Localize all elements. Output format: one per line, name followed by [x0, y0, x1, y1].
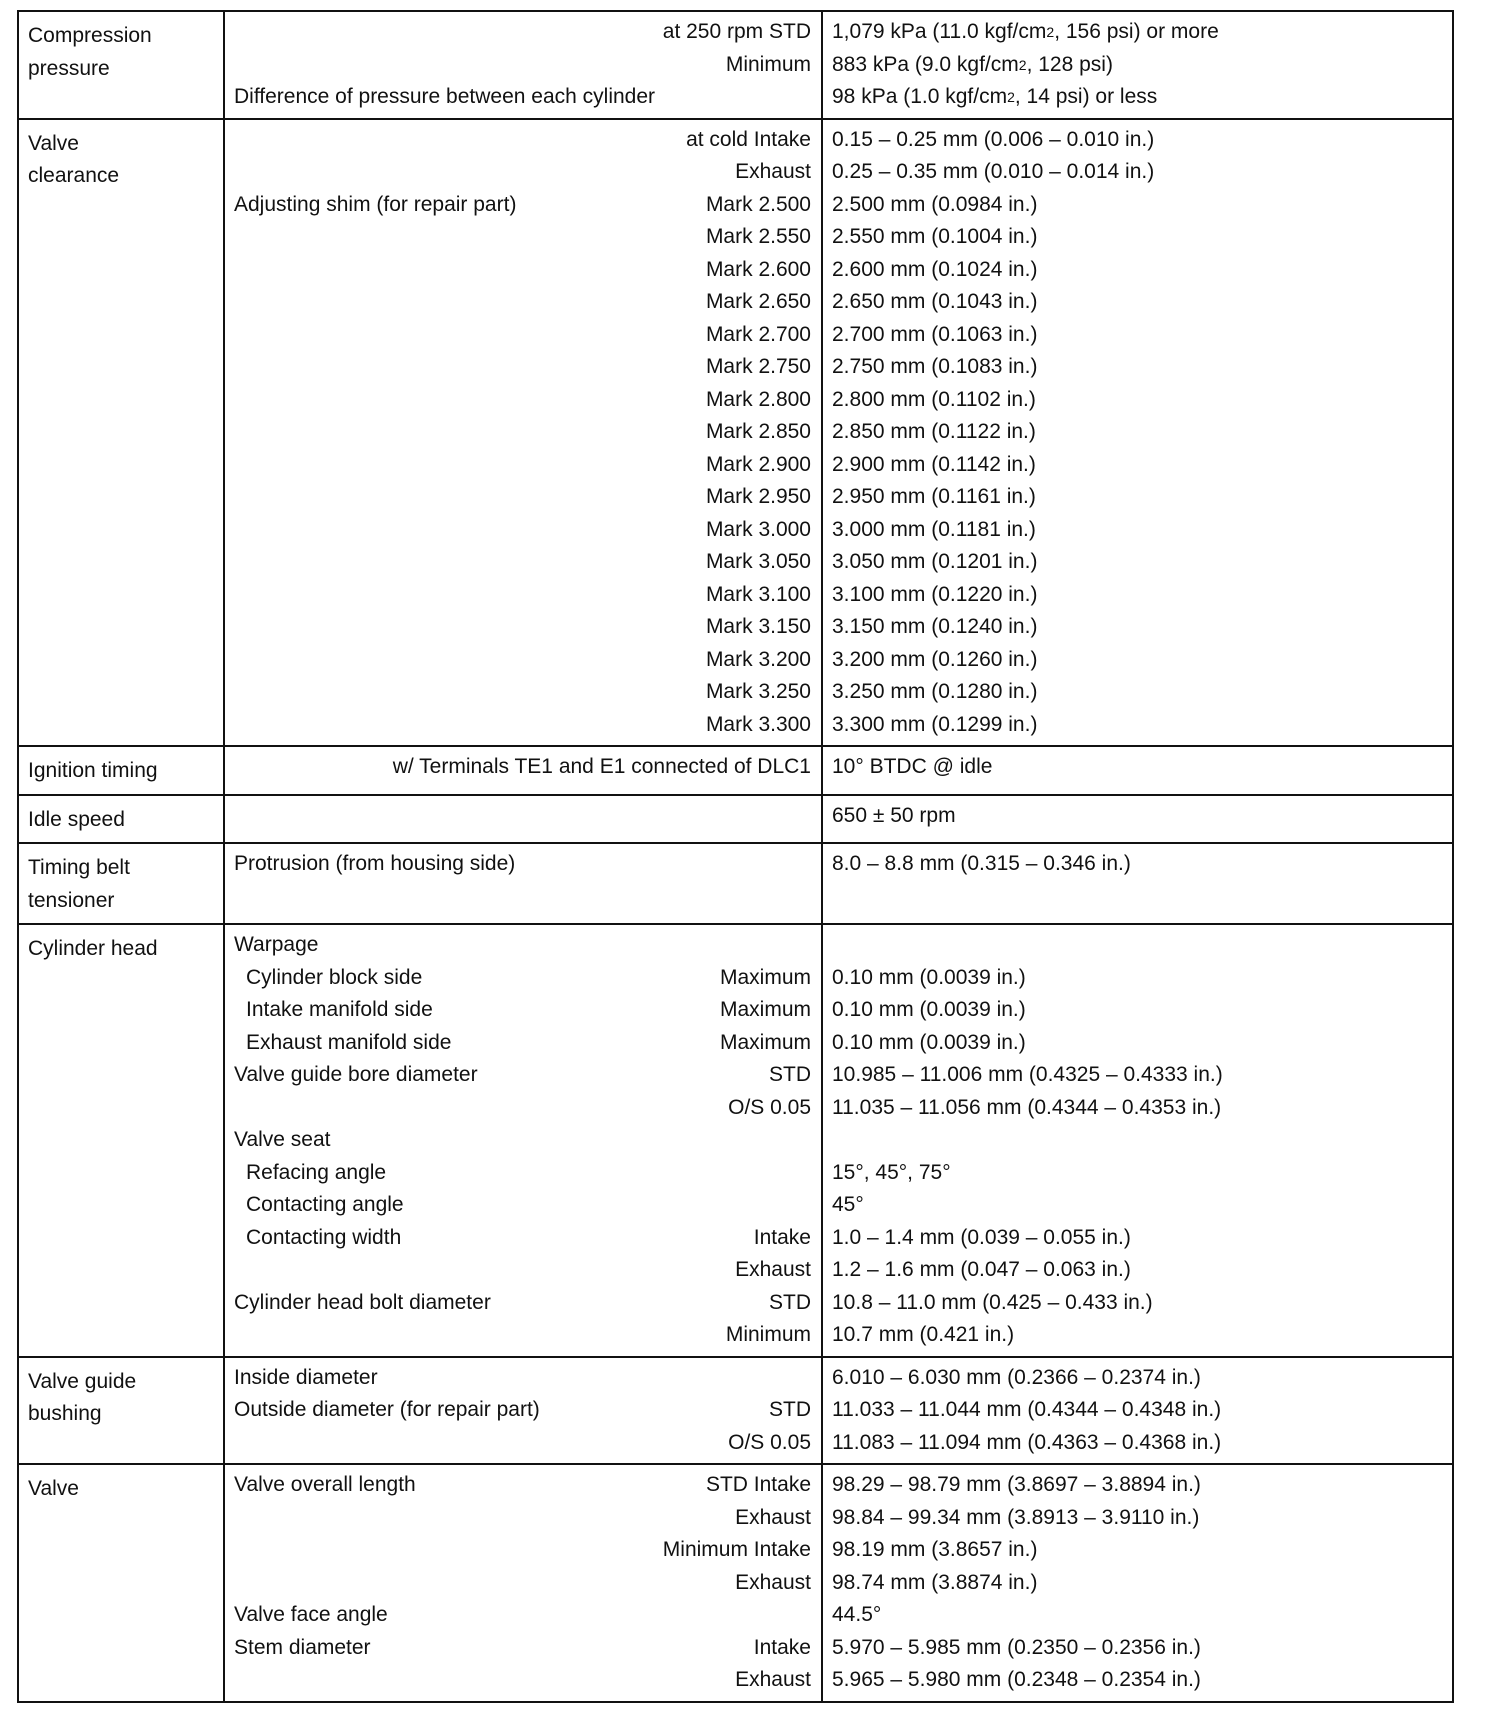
item-line: [225, 644, 821, 677]
value-line: [823, 676, 1452, 709]
item-cell: [224, 119, 822, 747]
value-line: [823, 1632, 1452, 1665]
item-label: Protrusion (from housing side): [234, 852, 516, 875]
item-qualifier: Mark 2.600: [705, 257, 811, 281]
category-cell: [18, 1357, 224, 1465]
value-cell: [822, 11, 1453, 119]
item-qualifier: Minimum: [725, 52, 811, 76]
item-line: [225, 848, 821, 881]
value-text: 0.10 mm (0.0039 in.): [832, 998, 1026, 1021]
value-cell: [822, 795, 1453, 844]
value-text: 3.100 mm (0.1220 in.): [832, 582, 1038, 606]
item-qualifier: Intake: [753, 1225, 811, 1249]
value-cell: [822, 119, 1453, 747]
category-cell: [18, 746, 224, 795]
value-text: 2.650 mm (0.1043 in.): [832, 290, 1038, 313]
item-qualifier: STD: [769, 1398, 811, 1421]
item-line: [225, 189, 821, 222]
value-line: [823, 1362, 1452, 1395]
value-text: 2.850 mm (0.1122 in.): [832, 420, 1036, 443]
item-label: Inside diameter: [234, 1365, 378, 1389]
spec-row: [18, 746, 1453, 795]
value-line: [823, 221, 1452, 254]
value-cell: [822, 924, 1453, 1357]
value-line: [823, 1394, 1452, 1427]
value-text: 2.900 mm (0.1142 in.): [832, 452, 1036, 476]
item-line: [225, 800, 821, 833]
item-line: [225, 1092, 821, 1125]
value-line: [823, 1027, 1452, 1060]
item-label: Intake manifold side: [246, 998, 433, 1021]
value-line: [823, 254, 1452, 287]
value-line: [823, 1427, 1452, 1460]
value-text: 3.150 mm (0.1240 in.): [832, 615, 1038, 638]
value-line: [823, 1092, 1452, 1125]
category-text: tensioner: [28, 888, 115, 912]
value-line: [823, 384, 1452, 417]
category-cell: [18, 924, 224, 1357]
category-cell: [18, 795, 224, 844]
item-label: Contacting angle: [246, 1193, 404, 1216]
spec-row: [18, 11, 1453, 119]
item-line: [225, 416, 821, 449]
category-label: [19, 796, 223, 843]
value-text: 10.985 – 11.006 mm (0.4325 – 0.4333 in.): [832, 1063, 1223, 1086]
value-cell: [822, 746, 1453, 795]
value-text: 15°, 45°, 75°: [832, 1160, 951, 1184]
item-qualifier: Mark 2.800: [705, 387, 811, 411]
item-label: Exhaust manifold side: [246, 1030, 452, 1054]
value-line: [823, 449, 1452, 482]
item-line: [225, 1157, 821, 1190]
value-text: 0.15 – 0.25 mm (0.006 – 0.010 in.): [832, 127, 1155, 151]
spec-row: [18, 795, 1453, 844]
category-cell: [18, 843, 224, 924]
value-line: [823, 1189, 1452, 1222]
item-qualifier: Exhaust: [735, 1570, 811, 1594]
value-text: 5.965 – 5.980 mm (0.2348 – 0.2354 in.): [832, 1668, 1201, 1691]
category-cell: [18, 1464, 224, 1702]
item-qualifier: w/ Terminals TE1 and E1 connected of DLC1: [392, 755, 811, 778]
value-text: 5.970 – 5.985 mm (0.2350 – 0.2356 in.): [832, 1635, 1201, 1659]
value-text: 0.10 mm (0.0039 in.): [832, 965, 1026, 989]
item-line: [225, 709, 821, 742]
value-text: 98.29 – 98.79 mm (3.8697 – 3.8894 in.): [832, 1473, 1201, 1496]
item-label: Stem diameter: [234, 1635, 371, 1659]
value-text: 10.7 mm (0.421 in.): [832, 1323, 1015, 1346]
value-text: 44.5°: [832, 1603, 882, 1626]
value-text: 98.74 mm (3.8874 in.): [832, 1570, 1038, 1594]
item-qualifier: Mark 3.100: [705, 582, 811, 606]
value-line: [823, 848, 1452, 881]
value-line: [823, 579, 1452, 612]
value-line: [823, 1534, 1452, 1567]
item-label: Contacting width: [246, 1225, 402, 1249]
value-line: [823, 1222, 1452, 1255]
category-label: [19, 1465, 223, 1512]
value-text: 3.300 mm (0.1299 in.): [832, 712, 1038, 736]
value-line: [823, 124, 1452, 157]
item-line: [225, 449, 821, 482]
item-qualifier: Maximum: [719, 1030, 811, 1054]
value-line: [823, 1157, 1452, 1190]
item-cell: [224, 746, 822, 795]
item-qualifier: Mark 2.500: [705, 192, 811, 216]
item-line: [225, 1632, 821, 1665]
value-text: , 156 psi) or more: [1054, 20, 1219, 43]
category-label: [19, 747, 223, 794]
value-text: 2.700 mm (0.1063 in.): [832, 322, 1038, 346]
item-line: [225, 1534, 821, 1567]
item-line: [225, 124, 821, 157]
value-line: [823, 319, 1452, 352]
value-line: [823, 1502, 1452, 1535]
category-label: [19, 925, 223, 972]
item-line: [225, 546, 821, 579]
spec-row: [18, 924, 1453, 1357]
item-qualifier: Mark 3.200: [705, 647, 811, 671]
value-line: [823, 929, 1452, 962]
item-line: [225, 1287, 821, 1320]
item-line: [225, 1124, 821, 1157]
item-line: [225, 1502, 821, 1535]
value-line: [823, 1059, 1452, 1092]
value-text: 10° BTDC @ idle: [832, 755, 993, 778]
item-qualifier: Minimum: [725, 1323, 811, 1346]
item-line: [225, 1222, 821, 1255]
value-text: 98.19 mm (3.8657 in.): [832, 1538, 1038, 1561]
item-line: [225, 384, 821, 417]
item-qualifier: STD: [769, 1063, 811, 1086]
item-line: [225, 1027, 821, 1060]
value-line: [823, 1567, 1452, 1600]
value-line: 883 kPa (9.0 kgf/cm $^2$ , 128 psi): [823, 49, 1452, 82]
value-text: 2.800 mm (0.1102 in.): [832, 387, 1036, 411]
item-qualifier: Exhaust: [735, 1505, 811, 1529]
value-text: 11.083 – 11.094 mm (0.4363 – 0.4368 in.): [832, 1430, 1222, 1454]
value-line: [823, 751, 1452, 784]
value-text: 2.500 mm (0.0984 in.): [832, 192, 1038, 216]
value-line: [823, 994, 1452, 1027]
item-qualifier: Mark 2.550: [705, 225, 811, 248]
item-line: [225, 1189, 821, 1222]
item-qualifier: Mark 3.150: [705, 615, 811, 638]
value-text: 2.600 mm (0.1024 in.): [832, 257, 1038, 281]
category-text: Idle speed: [28, 807, 125, 831]
item-line: [225, 1469, 821, 1502]
item-label: Cylinder head bolt diameter: [234, 1290, 491, 1314]
value-line: [823, 286, 1452, 319]
item-line: [225, 1319, 821, 1352]
value-text: , 128 psi): [1026, 52, 1113, 76]
item-qualifier: Maximum: [719, 998, 811, 1021]
value-cell: [822, 1464, 1453, 1702]
category-label: [19, 1358, 223, 1437]
item-qualifier: O/S 0.05: [728, 1095, 811, 1119]
item-line: [225, 156, 821, 189]
item-qualifier: Mark 2.650: [705, 290, 811, 313]
value-cell: [822, 1357, 1453, 1465]
value-line: [823, 514, 1452, 547]
item-line: [225, 1362, 821, 1395]
value-line: [823, 1664, 1452, 1697]
item-line: [225, 676, 821, 709]
value-line: [823, 481, 1452, 514]
item-cell: [224, 11, 822, 119]
spec-row: [18, 1357, 1453, 1465]
item-cell: [224, 795, 822, 844]
value-line: [823, 1254, 1452, 1287]
category-text: Valve: [28, 1477, 79, 1500]
category-label: [19, 120, 223, 199]
category-text: Timing belt: [28, 856, 130, 879]
item-label: Valve face angle: [234, 1603, 388, 1626]
value-text: 3.250 mm (0.1280 in.): [832, 680, 1038, 703]
item-label: Cylinder block side: [246, 965, 423, 989]
item-qualifier: STD Intake: [705, 1473, 811, 1496]
item-line: [225, 1254, 821, 1287]
item-label: Adjusting shim (for repair part): [234, 192, 517, 216]
item-qualifier: Mark 2.700: [705, 322, 811, 346]
value-text: 1.2 – 1.6 mm (0.047 – 0.063 in.): [832, 1258, 1131, 1281]
item-label: Outside diameter (for repair part): [234, 1398, 540, 1421]
value-line: [823, 189, 1452, 222]
value-cell: [822, 843, 1453, 924]
value-line: [823, 611, 1452, 644]
value-text: 6.010 – 6.030 mm (0.2366 – 0.2374 in.): [832, 1365, 1201, 1389]
item-line: [225, 81, 821, 114]
item-label: Valve guide bore diameter: [234, 1063, 478, 1086]
item-cell: [224, 843, 822, 924]
value-line: 98 kPa (1.0 kgf/cm $^2$ , 14 psi) or less: [823, 81, 1452, 114]
category-cell: [18, 119, 224, 747]
item-qualifier: Exhaust: [735, 1258, 811, 1281]
item-label: Valve seat: [234, 1128, 331, 1151]
value-text: 883 kPa (9.0 kgf/cm: [832, 52, 1019, 76]
item-qualifier: Mark 3.250: [705, 680, 811, 703]
item-line: [225, 514, 821, 547]
item-line: [225, 929, 821, 962]
item-line: [225, 49, 821, 82]
item-line: [225, 1059, 821, 1092]
value-line: [823, 546, 1452, 579]
item-label: Valve overall length: [234, 1473, 416, 1496]
value-text: 650 ± 50 rpm: [832, 803, 956, 827]
item-qualifier: Mark 3.000: [705, 517, 811, 541]
item-qualifier: Exhaust: [735, 160, 811, 183]
category-text: bushing: [28, 1402, 102, 1425]
item-label: Refacing angle: [246, 1160, 387, 1184]
item-qualifier: Minimum Intake: [662, 1538, 811, 1561]
category-label: [19, 844, 223, 923]
value-text: 2.950 mm (0.1161 in.): [832, 485, 1036, 508]
item-cell: [224, 1464, 822, 1702]
item-line: [225, 1599, 821, 1632]
item-line: [225, 351, 821, 384]
item-qualifier: Mark 3.300: [705, 712, 811, 736]
value-text: 11.035 – 11.056 mm (0.4344 – 0.4353 in.): [832, 1095, 1222, 1119]
specification-table-body: [18, 11, 1453, 1702]
value-text: 1.0 – 1.4 mm (0.039 – 0.055 in.): [832, 1225, 1131, 1249]
value-text: 2.550 mm (0.1004 in.): [832, 225, 1038, 248]
value-line: [823, 156, 1452, 189]
spec-row: [18, 843, 1453, 924]
item-qualifier: Mark 2.950: [705, 485, 811, 508]
item-qualifier: Intake: [753, 1635, 811, 1659]
category-text: Ignition timing: [28, 759, 158, 782]
category-text: Valve: [28, 131, 79, 155]
category-text: clearance: [28, 164, 120, 187]
category-cell: [18, 11, 224, 119]
value-text: 45°: [832, 1193, 864, 1216]
item-line: [225, 1567, 821, 1600]
item-line: [225, 962, 821, 995]
item-qualifier: Mark 3.050: [705, 550, 811, 573]
value-line: [823, 1124, 1452, 1157]
value-text: 11.033 – 11.044 mm (0.4344 – 0.4348 in.): [832, 1398, 1222, 1421]
value-line: [823, 709, 1452, 742]
spec-row: [18, 119, 1453, 747]
value-line: [823, 881, 1452, 914]
item-line: [225, 1664, 821, 1697]
item-line: [225, 1394, 821, 1427]
item-line: [225, 611, 821, 644]
item-qualifier: at cold Intake: [686, 127, 811, 151]
value-text: 0.10 mm (0.0039 in.): [832, 1030, 1026, 1054]
item-qualifier: O/S 0.05: [728, 1430, 811, 1454]
value-text: 2.750 mm (0.1083 in.): [832, 355, 1038, 378]
item-line: [225, 481, 821, 514]
category-text: Compression: [28, 24, 152, 47]
value-line: 1,079 kPa (11.0 kgf/cm $^2$ , 156 psi) or more: [823, 16, 1452, 49]
value-line: [823, 351, 1452, 384]
value-text: 3.050 mm (0.1201 in.): [832, 550, 1038, 573]
item-line: [225, 221, 821, 254]
value-line: [823, 1599, 1452, 1632]
item-cell: [224, 924, 822, 1357]
item-line: [225, 579, 821, 612]
value-text: 1,079 kPa (11.0 kgf/cm: [832, 20, 1047, 43]
item-line: [225, 1427, 821, 1460]
value-text: 98 kPa (1.0 kgf/cm: [832, 85, 1008, 108]
category-text: Valve guide: [28, 1369, 137, 1393]
value-text: 10.8 – 11.0 mm (0.425 – 0.433 in.): [832, 1290, 1153, 1314]
value-line: [823, 800, 1452, 833]
value-line: [823, 416, 1452, 449]
item-qualifier: Mark 2.900: [705, 452, 811, 476]
item-cell: [224, 1357, 822, 1465]
category-text: pressure: [28, 56, 110, 80]
value-line: [823, 644, 1452, 677]
value-text: 3.000 mm (0.1181 in.): [832, 517, 1036, 541]
item-line: [225, 319, 821, 352]
item-line: [225, 751, 821, 784]
value-line: [823, 1319, 1452, 1352]
spec-row: [18, 1464, 1453, 1702]
item-line: [225, 254, 821, 287]
value-text: , 14 psi) or less: [1014, 85, 1158, 108]
category-text: Cylinder head: [28, 937, 158, 960]
item-qualifier: Maximum: [719, 965, 811, 989]
item-label: Difference of pressure between each cylinder: [234, 85, 656, 108]
item-qualifier: STD: [769, 1290, 811, 1314]
item-line: [225, 881, 821, 914]
value-line: [823, 1287, 1452, 1320]
item-line: [225, 286, 821, 319]
item-label: Warpage: [234, 933, 319, 956]
category-label: [19, 12, 223, 91]
item-qualifier: at 250 rpm STD: [662, 20, 811, 43]
value-text: 98.84 – 99.34 mm (3.8913 – 3.9110 in.): [832, 1505, 1200, 1529]
item-qualifier: Mark 2.750: [705, 355, 811, 378]
value-line: [823, 962, 1452, 995]
item-qualifier: Mark 2.850: [705, 420, 811, 443]
specification-table: [17, 10, 1454, 1703]
item-line: [225, 994, 821, 1027]
value-text: 3.200 mm (0.1260 in.): [832, 647, 1038, 671]
item-qualifier: Exhaust: [735, 1668, 811, 1691]
value-text: 8.0 – 8.8 mm (0.315 – 0.346 in.): [832, 852, 1131, 875]
value-text: 0.25 – 0.35 mm (0.010 – 0.014 in.): [832, 160, 1155, 183]
item-line: [225, 16, 821, 49]
value-line: [823, 1469, 1452, 1502]
